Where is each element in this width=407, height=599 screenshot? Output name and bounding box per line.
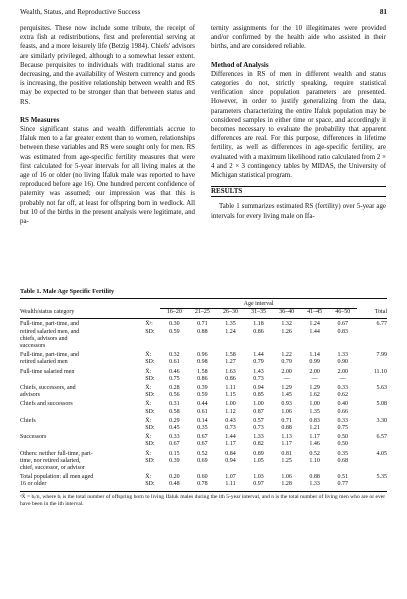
table-cell: 0.33 bbox=[169, 434, 180, 441]
table-cell-total bbox=[357, 392, 387, 399]
table-cell bbox=[216, 343, 244, 350]
table-row bbox=[20, 392, 387, 399]
table-cell: 0.35 bbox=[337, 450, 348, 457]
table-cell: 1.44 bbox=[253, 352, 264, 359]
paragraph: perquisites. These now include some tribute, the receipt of extra fish at redistributions, first and preferential serving at feasts, and a more leisurely life (Betzig 1984). Chiefs' advisors are similarly privileged, although to a somewhat lesser extent. Because perquisites to individuals with traditional status are decreasing, and the availability of Western currency and goods is increasing, the positive relationship between wealth and RS may be expected to be stronger than that between status and RS. bbox=[20, 25, 195, 106]
table-cell: 0.89 bbox=[253, 450, 264, 457]
header-age-col: 46–50 bbox=[329, 309, 357, 319]
table-cell: 0.66 bbox=[337, 408, 348, 415]
running-header bbox=[20, 8, 387, 20]
table-cell: 0.59 bbox=[169, 328, 180, 335]
table-row bbox=[20, 336, 387, 343]
table-cell: 1.24 bbox=[309, 321, 320, 328]
table-cell: 0.45 bbox=[169, 425, 180, 432]
table-row bbox=[20, 425, 387, 432]
table-cell: 0.57 bbox=[253, 417, 264, 424]
paragraph: ternity assignments for the 10 illegitimates were provided and/or confirmed by the health aide who assisted in their births, and are considered reliable. bbox=[211, 25, 386, 51]
table-cell bbox=[188, 465, 216, 472]
table-cell: 0.71 bbox=[281, 417, 292, 424]
row-category bbox=[20, 441, 145, 448]
header-category: Wealth/status category bbox=[20, 309, 145, 319]
table-cell: 1.00 bbox=[225, 401, 236, 408]
table-cell: 0.31 bbox=[169, 401, 180, 408]
table-cell: 1.24 bbox=[225, 328, 236, 335]
table-row bbox=[20, 343, 387, 350]
table-cell: 0.35 bbox=[197, 425, 208, 432]
section-heading-method: Method of Analysis bbox=[211, 60, 269, 69]
table-cell-total: 6.57 bbox=[376, 434, 387, 441]
table-cell: 1.11 bbox=[225, 385, 236, 392]
table-cell: 1.43 bbox=[253, 368, 264, 375]
table-cell: 0.99 bbox=[309, 359, 320, 366]
row-stat: X̄: bbox=[145, 474, 152, 481]
row-category: Chiefs and successors bbox=[20, 401, 73, 408]
table-cell: 0.73 bbox=[253, 425, 264, 432]
table-cell: 1.58 bbox=[197, 368, 208, 375]
table-cell: 1.28 bbox=[273, 481, 301, 491]
table-cell: 1.05 bbox=[253, 457, 264, 464]
table-cell: 1.63 bbox=[225, 368, 236, 375]
row-category: Full-time, part-time, and bbox=[20, 321, 79, 328]
table-row bbox=[20, 458, 387, 465]
row-stat: X̄ᵃ: bbox=[145, 321, 153, 328]
table-cell: 0.87 bbox=[253, 408, 264, 415]
row-category: chief, successor, or advisor bbox=[20, 465, 85, 472]
page-number: 81 bbox=[379, 8, 387, 16]
table-cell: 1.17 bbox=[225, 441, 236, 448]
table-cell: 0.51 bbox=[337, 474, 348, 481]
table-cell: 0.61 bbox=[169, 359, 180, 366]
table-cell: 1.26 bbox=[281, 328, 292, 335]
row-category: 16 or older bbox=[20, 481, 145, 491]
table-cell: 0.90 bbox=[337, 359, 348, 366]
row-stat bbox=[145, 343, 160, 350]
table-cell: 0.94 bbox=[225, 457, 236, 464]
header-age-col: 26–30 bbox=[216, 309, 244, 319]
table-cell: 0.67 bbox=[197, 434, 208, 441]
table-cell: 1.12 bbox=[225, 408, 236, 415]
table-cell: 2.00 bbox=[309, 368, 320, 375]
table-cell-total bbox=[357, 441, 387, 448]
table-cell: 1.10 bbox=[309, 457, 320, 464]
row-category: Chiefs bbox=[20, 417, 36, 424]
table-cell bbox=[216, 336, 244, 343]
table-cell bbox=[160, 465, 188, 472]
table-cell: 0.75 bbox=[337, 425, 348, 432]
table-cell: 0.33 bbox=[337, 385, 348, 392]
table-cell: 1.17 bbox=[309, 434, 320, 441]
table-cell bbox=[329, 336, 357, 343]
header-age-col: 31–35 bbox=[245, 309, 273, 319]
table-cell-total bbox=[357, 336, 387, 343]
paragraph: Table 1 summarizes estimated RS (fertility) over 5-year age intervals for every living male on Ifa- bbox=[211, 203, 386, 220]
table-cell-total: 7.99 bbox=[376, 352, 387, 359]
table-cell: 0.79 bbox=[281, 359, 292, 366]
row-stat: X̄: bbox=[145, 385, 152, 392]
table-cell: 0.86 bbox=[225, 375, 236, 382]
table-cell-total bbox=[357, 465, 387, 472]
header-age-col: 16–20 bbox=[160, 309, 188, 319]
table-row bbox=[20, 383, 387, 392]
table-cell bbox=[273, 336, 301, 343]
row-category bbox=[20, 376, 145, 383]
table-cell: 0.46 bbox=[169, 368, 180, 375]
table-cell: 0.14 bbox=[197, 417, 208, 424]
table-cell: 0.67 bbox=[169, 441, 180, 448]
table-cell: 1.21 bbox=[309, 425, 320, 432]
table-cell-total bbox=[357, 376, 387, 383]
table-cell: 1.46 bbox=[309, 441, 320, 448]
paragraph: Since significant status and wealth differentials accrue to Ifaluk men to a far greater extent than to women, relationships between these variables and RS were sought only for men. RS was estimated from age-specific fertility measures that were first calculated for 5-year intervals for all living males at the age of 16 or older (no living Ifaluk male was reported to have reproduced before age 16). One hundred percent confidence of paternity was assumed; our impression was that this is probably not far off, at least for offspring born in wedlock. All but 10 of the births in the present analysis were legitimate, and pa- bbox=[20, 126, 195, 226]
table-cell: 1.18 bbox=[253, 321, 264, 328]
right-column bbox=[211, 24, 386, 221]
table-cell: 0.83 bbox=[309, 417, 320, 424]
section-heading-results: RESULTS bbox=[211, 187, 243, 196]
table-row bbox=[20, 319, 387, 329]
table-cell: — bbox=[283, 375, 290, 382]
table-row bbox=[20, 376, 387, 383]
table-cell: 0.52 bbox=[309, 450, 320, 457]
row-category: advisors bbox=[20, 392, 40, 399]
table-cell: 0.88 bbox=[309, 474, 320, 481]
table-cell: 0.88 bbox=[281, 425, 292, 432]
table-cell-total: 3.30 bbox=[376, 417, 387, 424]
row-category: retired salaried men, and bbox=[20, 328, 80, 335]
divider bbox=[211, 196, 386, 197]
table-cell bbox=[245, 343, 273, 350]
table-cell: 1.29 bbox=[281, 385, 292, 392]
table-1 bbox=[20, 288, 387, 508]
table-cell bbox=[188, 343, 216, 350]
row-stat: X̄: bbox=[145, 352, 152, 359]
table-cell-total: 11.10 bbox=[373, 368, 387, 375]
table-cell: 1.22 bbox=[281, 352, 292, 359]
table-row bbox=[20, 329, 387, 336]
table-cell: 1.25 bbox=[281, 457, 292, 464]
table-cell bbox=[216, 465, 244, 472]
table-cell bbox=[160, 343, 188, 350]
table-cell: 0.83 bbox=[337, 328, 348, 335]
table-cell: 1.14 bbox=[309, 352, 320, 359]
table-cell bbox=[329, 465, 357, 472]
table-cell: 0.48 bbox=[160, 481, 188, 491]
table-row bbox=[20, 441, 387, 448]
table-cell: 1.35 bbox=[225, 321, 236, 328]
table-cell: 0.96 bbox=[197, 352, 208, 359]
table-cell-total: 4.05 bbox=[376, 450, 387, 457]
table-row bbox=[20, 409, 387, 416]
row-category: Successors bbox=[20, 434, 47, 441]
table-row bbox=[20, 449, 387, 458]
table-cell: 0.73 bbox=[225, 425, 236, 432]
row-stat: X̄: bbox=[145, 450, 152, 457]
paragraph: Differences in RS of men in different wealth and status categories do not, strictly speaking, require statistical verification since population parameters are presented. However, in order to justify generalizing from the data, parameters characterizing the entire Ifaluk population may be considered samples in either time or space, and accordingly it becomes necessary to evaluate the probability that apparent differences are real. For this purpose, differences in lifetime fertility, as well as differences in age-specific fertility, are evaluated with a maximum likelihood ratio calculated from 2 × 4 and 2 × 3 contingency tables by MIDAS, the University of Michigan statistical program. bbox=[211, 70, 386, 180]
table-cell-total bbox=[357, 329, 387, 336]
table-cell: 0.93 bbox=[281, 401, 292, 408]
table-cell-total bbox=[357, 359, 387, 366]
row-stat: X̄: bbox=[145, 434, 152, 441]
row-category: chiefs, advisors and bbox=[20, 335, 68, 342]
table-cell: 0.79 bbox=[253, 359, 264, 366]
row-stat: SD: bbox=[145, 392, 155, 399]
table-cell-total bbox=[357, 458, 387, 465]
table-cell-total bbox=[357, 409, 387, 416]
table-cell bbox=[160, 336, 188, 343]
row-stat: SD: bbox=[145, 481, 160, 491]
table-cell: 1.03 bbox=[253, 474, 264, 481]
table-cell: 0.86 bbox=[253, 328, 264, 335]
row-category: Full-time, part-time, and bbox=[20, 352, 79, 359]
table-cell: 0.59 bbox=[197, 392, 208, 399]
table-cell: 0.62 bbox=[337, 392, 348, 399]
table-cell: 0.78 bbox=[188, 481, 216, 491]
table-row bbox=[20, 465, 387, 472]
table-cell: 0.39 bbox=[169, 457, 180, 464]
table-cell: 0.86 bbox=[197, 375, 208, 382]
table-row bbox=[20, 367, 387, 376]
table-cell: 0.97 bbox=[245, 481, 273, 491]
table-cell-total: 5.08 bbox=[376, 401, 387, 408]
fertility-table bbox=[20, 298, 387, 492]
header-age-col: 21–25 bbox=[188, 309, 216, 319]
table-cell: 0.84 bbox=[225, 450, 236, 457]
table-cell-total bbox=[357, 425, 387, 432]
table-cell: 1.29 bbox=[309, 385, 320, 392]
row-stat bbox=[145, 465, 160, 472]
left-column bbox=[20, 24, 195, 226]
row-stat: SD: bbox=[145, 441, 155, 448]
table-cell: 1.17 bbox=[281, 441, 292, 448]
table-cell: 0.39 bbox=[197, 385, 208, 392]
table-cell: 1.06 bbox=[281, 408, 292, 415]
table-cell: 0.68 bbox=[337, 457, 348, 464]
table-row bbox=[20, 481, 387, 491]
row-stat: SD: bbox=[145, 328, 155, 335]
header-age-col: 41–45 bbox=[301, 309, 329, 319]
table-cell: 0.85 bbox=[253, 392, 264, 399]
row-stat bbox=[145, 336, 160, 343]
table-cell bbox=[329, 343, 357, 350]
table-cell: 1.06 bbox=[281, 474, 292, 481]
table-cell: 0.98 bbox=[197, 359, 208, 366]
table-cell-total: 6.77 bbox=[376, 321, 387, 328]
table-cell: 1.58 bbox=[225, 352, 236, 359]
table-row bbox=[20, 472, 387, 481]
table-cell-total: 5.63 bbox=[376, 385, 387, 392]
table-cell: 0.77 bbox=[329, 481, 357, 491]
row-stat: SD: bbox=[145, 425, 155, 432]
table-cell bbox=[245, 465, 273, 472]
table-cell: 1.33 bbox=[337, 352, 348, 359]
table-row bbox=[20, 416, 387, 425]
header-age-col: 36–40 bbox=[273, 309, 301, 319]
table-cell: 0.82 bbox=[253, 441, 264, 448]
table-cell bbox=[188, 336, 216, 343]
row-category: retired salaried men bbox=[20, 359, 68, 366]
table-cell: 0.73 bbox=[253, 375, 264, 382]
header-total: Total bbox=[357, 309, 387, 319]
running-title: Wealth, Status, and Reproductive Success bbox=[20, 8, 141, 16]
table-cell-total bbox=[357, 343, 387, 350]
table-cell: 0.40 bbox=[337, 401, 348, 408]
row-category bbox=[20, 425, 145, 432]
row-category: Chiefs, successors, and bbox=[20, 385, 76, 392]
row-category: time, nor retired salaried, bbox=[20, 457, 81, 464]
table-cell: 0.28 bbox=[169, 385, 180, 392]
table-cell bbox=[273, 465, 301, 472]
table-cell: 0.75 bbox=[169, 375, 180, 382]
row-stat: SD: bbox=[145, 408, 155, 415]
table-cell-total bbox=[357, 481, 387, 491]
table-cell: 0.30 bbox=[169, 321, 180, 328]
table-cell: 0.81 bbox=[281, 450, 292, 457]
table-cell-total: 5.35 bbox=[376, 474, 387, 481]
table-cell: — bbox=[339, 375, 346, 382]
table-cell bbox=[301, 465, 329, 472]
table-cell bbox=[273, 343, 301, 350]
table-cell bbox=[301, 343, 329, 350]
table-cell: 0.52 bbox=[197, 450, 208, 457]
table-cell: 1.27 bbox=[225, 359, 236, 366]
table-cell: 0.50 bbox=[337, 441, 348, 448]
row-stat: X̄: bbox=[145, 417, 152, 424]
table-cell: 0.44 bbox=[197, 401, 208, 408]
table-cell bbox=[301, 336, 329, 343]
table-cell: 0.15 bbox=[169, 450, 180, 457]
table-cell: 1.44 bbox=[225, 434, 236, 441]
table-cell: 0.32 bbox=[169, 352, 180, 359]
row-category: successors bbox=[20, 343, 46, 350]
row-stat: X̄: bbox=[145, 368, 152, 375]
table-cell: 2.00 bbox=[281, 368, 292, 375]
table-cell: 1.13 bbox=[281, 434, 292, 441]
table-cell: 0.58 bbox=[169, 408, 180, 415]
table-cell: 0.20 bbox=[169, 474, 180, 481]
row-category: Full-time salaried men bbox=[20, 368, 75, 375]
table-cell: 0.88 bbox=[197, 328, 208, 335]
row-stat: SD: bbox=[145, 457, 155, 464]
table-row bbox=[20, 359, 387, 366]
table-row bbox=[20, 350, 387, 359]
table-cell: 1.00 bbox=[309, 401, 320, 408]
table-cell bbox=[245, 336, 273, 343]
table-cell: 1.35 bbox=[309, 408, 320, 415]
table-cell: 0.94 bbox=[253, 385, 264, 392]
table-cell: 1.33 bbox=[301, 481, 329, 491]
table-caption: Table 1. Male Age Specific Fertility bbox=[20, 288, 115, 295]
table-cell: 0.29 bbox=[169, 417, 180, 424]
table-cell: 0.50 bbox=[337, 434, 348, 441]
table-cell: 2.00 bbox=[337, 368, 348, 375]
section-heading-rs-measures: RS Measures bbox=[20, 115, 60, 124]
table-cell: 1.00 bbox=[253, 401, 264, 408]
table-cell: 1.44 bbox=[309, 328, 320, 335]
table-cell: 1.07 bbox=[225, 474, 236, 481]
table-cell: 0.33 bbox=[337, 417, 348, 424]
row-category: Others: neither full-time, part- bbox=[20, 450, 93, 457]
row-category: Total population: all men aged bbox=[20, 474, 94, 481]
row-category bbox=[20, 409, 145, 416]
table-cell: — bbox=[311, 375, 318, 382]
table-cell: 1.62 bbox=[309, 392, 320, 399]
header-age-interval: Age interval bbox=[160, 299, 356, 309]
table-cell: 1.33 bbox=[253, 434, 264, 441]
table-cell: 0.71 bbox=[197, 321, 208, 328]
table-row bbox=[20, 399, 387, 408]
row-stat: SD: bbox=[145, 375, 155, 382]
table-footnote: ᵃX̄ = bᵢ/n, where bᵢ is the total number of offspring born to living Ifaluk males during the ith 5-year interval, and n is the total number of living men who are or ever have been in the ith interval. bbox=[20, 493, 386, 507]
table-cell: 0.67 bbox=[197, 441, 208, 448]
table-cell: 0.43 bbox=[225, 417, 236, 424]
table-cell: 0.60 bbox=[197, 474, 208, 481]
table-cell: 1.15 bbox=[225, 392, 236, 399]
table-cell: 1.45 bbox=[281, 392, 292, 399]
table-cell: 1.32 bbox=[281, 321, 292, 328]
table-cell: 0.69 bbox=[197, 457, 208, 464]
row-stat: SD: bbox=[145, 359, 155, 366]
table-cell: 0.56 bbox=[169, 392, 180, 399]
table-cell: 1.11 bbox=[216, 481, 244, 491]
row-stat: X̄: bbox=[145, 401, 152, 408]
table-row bbox=[20, 432, 387, 441]
table-cell: 0.61 bbox=[197, 408, 208, 415]
table-cell: 0.67 bbox=[337, 321, 348, 328]
